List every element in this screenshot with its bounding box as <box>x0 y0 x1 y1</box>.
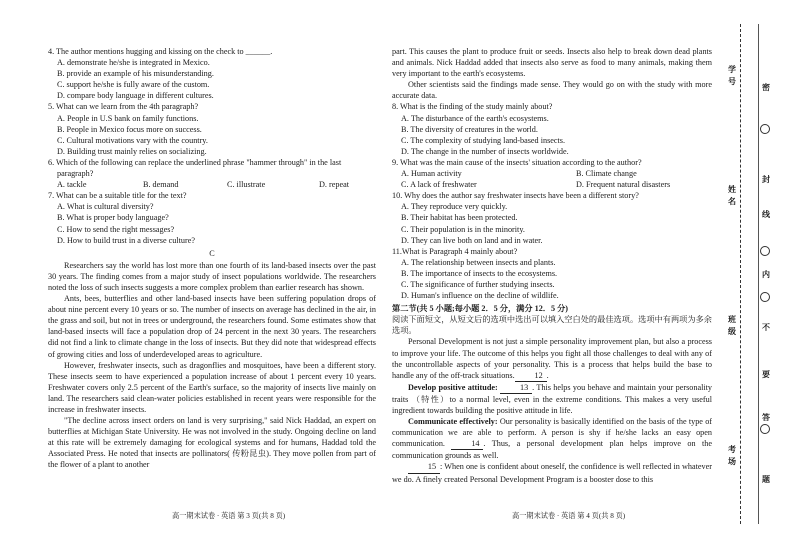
footer-right: 高一期末试卷 · 英语 第 4 页(共 8 页) <box>512 512 626 520</box>
q4-option-a: A. demonstrate he/she is integrated in Mexico. <box>57 58 210 68</box>
q11-option-b: B. The importance of insects to the ecosystems. <box>401 268 558 278</box>
pd-last <box>392 461 712 484</box>
section-2-instructions: 阅读下面短文，从短文后的选项中选出可以填入空白处的最佳选项。选项中有两项为多余选项。 <box>392 315 712 336</box>
q10-option-d: D. They can live both on land and in water. <box>401 235 543 245</box>
q11-stem: 11.What is Paragraph 4 mainly about? <box>392 246 518 256</box>
q9-stem: 9. What was the main cause of the insects' situation according to the author? <box>392 157 642 167</box>
q7-option-c: C. How to send the right messages? <box>57 224 175 234</box>
binding-circle-2 <box>760 246 770 256</box>
binding-side-char-3: 姓 <box>728 185 736 194</box>
binding-circle-3 <box>760 292 770 302</box>
right-page <box>392 46 712 485</box>
q5-option-d: D. Building trust mainly relies on socializing. <box>57 146 207 156</box>
binding-side-char-1: 学 <box>728 65 736 74</box>
q9-option-a: A. Human activity <box>401 169 462 179</box>
passage-paragraph-5: Other scientists said the findings made sense. They would go on with the study with more accurate data. <box>392 80 712 101</box>
q5-stem: 5. What can we learn from the 4th paragraph? <box>48 102 199 112</box>
q8-stem: 8. What is the finding of the study mainly about? <box>392 102 553 112</box>
blank-14[interactable]: 14 <box>451 438 483 450</box>
q4-stem: 4. The author mentions hugging and kissing on the check to ______. <box>48 47 273 56</box>
pd-intro-text: Personal Development is not just a simple personality improvement plan, but also a process to improve your life. The outcome of this helps you fight all those challenges to deal with any of the uncontrollable aspects of your personality. This is a process that helps build the base to handle any of the off-track situations. <box>392 337 712 380</box>
q7-stem: 7. What can be a suitable title for the text? <box>48 191 187 201</box>
left-page <box>48 46 376 471</box>
binding-side-char-7: 考 <box>728 445 736 454</box>
q9-options-row2 <box>392 179 712 190</box>
section-c-label: C <box>209 248 215 258</box>
q8-option-c: C. The complexity of studying land-based insects. <box>401 135 566 145</box>
binding-dashed-line <box>740 24 741 524</box>
positive-text: This helps you behave and maintain your personality traits （特性）to a normal level, even in the extreme conditions. This makes a very useful ingredient towards building the positive attitude in life. <box>392 382 712 415</box>
binding-solid-line <box>758 24 759 524</box>
passage-paragraph-3: However, freshwater insects, such as dragonflies and mosquitoes, have been a different story. These insects seem to have experienced a population increase of about 1 percent every 10 years. Freshwater covers only 2.5 percent of the Earth's surface, so the majority of insects live mainly on land. The researchers said clean-water policies established in recent years were responsible for the increase in freshwater insects. <box>48 360 376 414</box>
q11-option-a: A. The relationship between insects and plants. <box>401 257 556 267</box>
q4-option-b: B. provide an example of his misunderstanding. <box>57 69 214 79</box>
section-2-title: 第二节(共 5 小题;每小题 2．5 分，满分 12．5 分) <box>392 304 569 314</box>
binding-side-char-2: 号 <box>728 77 736 86</box>
communicate-text-1: Our personality is basically identified on the basis of the type of communication we are able to perform. A person is shy if he/she lacks an easy open communication. <box>392 417 713 449</box>
q6-stem-cont: paragraph? <box>57 169 94 179</box>
last-text: : When one is confident about oneself, the confidence is well reflected in whatever we do. A finely created Personal Development Program is a booster dose to this <box>392 462 712 484</box>
q11-option-c: C. The significance of further studying insects. <box>401 279 555 289</box>
binding-char-1: 密 <box>762 83 770 92</box>
q6-stem: 6. Which of the following can replace the underlined phrase "hammer through" in the last <box>48 157 342 167</box>
heading-positive-attitude: Develop positive attitude: <box>408 382 498 392</box>
binding-side-char-8: 场 <box>728 457 736 466</box>
q7-option-d: D. How to build trust in a diverse culture? <box>57 235 196 245</box>
q5-option-b: B. People in Mexico focus more on success. <box>57 124 202 134</box>
passage-continuation: part. This causes the plant to produce fruit or seeds. Insects also help to break down dead plants and animals. Nick Haddad added that insects also serve as food to many animals, making them very important to the earth's ecosystems. <box>392 47 712 79</box>
binding-char-4: 内 <box>762 270 770 279</box>
q8-option-d: D. The change in the number of insects worldwide. <box>401 146 569 156</box>
q6-option-d: D. repeat <box>319 180 350 190</box>
q9-option-b: B. Climate change <box>576 169 637 179</box>
binding-char-2: 封 <box>762 175 770 184</box>
blank-13[interactable]: 13 <box>500 382 532 394</box>
q7-option-a: A. What is cultural diversity? <box>57 202 154 212</box>
q9-option-d: D. Frequent natural disasters <box>576 180 671 190</box>
q5-option-a: A. People in U.S bank on family functions. <box>57 113 199 123</box>
blank-12[interactable]: 12 <box>515 370 547 382</box>
binding-char-8: 题 <box>762 475 770 484</box>
binding-char-6: 要 <box>762 370 770 379</box>
heading-communicate: Communicate effectively: <box>408 417 498 427</box>
pd-communicate: Communicate effectively: Our personality is basically identified on the basis of the type of communication we are able to perform. A person is shy if he/she lacks an easy open communication. 14 . Thus, a personal development plan helps improve on the communication grounds as well. <box>392 417 713 461</box>
passage-paragraph-1: Researchers say the world has lost more than one fourth of its land-based insects over the past 30 years. The finding comes from a major study of insect populations worldwide. The researchers noted the loss of such insects suggests a more complex problem than earlier research has shown. <box>48 260 376 292</box>
binding-side-char-5: 班 <box>728 315 736 324</box>
binding-char-7: 答 <box>762 413 770 422</box>
q7-option-b: B. What is proper body language? <box>57 213 169 223</box>
q4-option-c: C. support he/she is fully aware of the custom. <box>57 80 210 90</box>
passage-paragraph-4: "The decline across insect orders on land is very surprising," said Nick Haddad, an expert on butterflies at Michigan State University. He was not involved in the study. Ongoing decline on land at this rate will be extremely damaging for ecological systems and for humans, Haddad told the Associated Press. He noted that insects are pollinators( 传粉昆虫). They move pollen from part of the flower of a plant to another <box>48 416 376 470</box>
q6-option-a: A. tackle <box>57 180 87 190</box>
binding-strip <box>724 24 776 524</box>
q6-option-c: C. illustrate <box>227 180 266 190</box>
q10-option-c: C. Their population is in the minority. <box>401 224 525 234</box>
q9-option-c: C. A lack of freshwater <box>401 180 477 190</box>
communicate-text-2: Thus, a personal development plan helps improve on the communication grounds as well. <box>392 439 713 461</box>
binding-side-char-4: 名 <box>728 197 736 206</box>
binding-char-3: 线 <box>762 210 770 219</box>
q10-option-a: A. They reproduce very quickly. <box>401 202 508 212</box>
binding-side-char-6: 级 <box>728 327 736 336</box>
footer-left: 高一期末试卷 · 英语 第 3 页(共 8 页) <box>172 512 286 520</box>
binding-circle-4 <box>760 424 770 434</box>
pd-positive: Develop positive attitude: 13 . This helps you behave and maintain your personality traits （特性）to a normal level, even in the extreme conditions. This makes a very useful ingredient towards building the positive attitude in life. <box>392 382 712 415</box>
pd-intro: Personal Development is not just a simple personality improvement plan, but also a process to improve your life. The outcome of this helps you fight all those challenges to deal with any of the uncontrollable aspects of your personality. This is a process that helps build the base to handle any of the off-track situations. 12 . <box>392 336 712 381</box>
binding-circle-1 <box>760 124 770 134</box>
binding-char-5: 不 <box>762 323 770 332</box>
q8-option-a: A. The disturbance of the earth's ecosystems. <box>401 113 549 123</box>
q5-option-c: C. Cultural motivations vary with the country. <box>57 135 208 145</box>
q8-option-b: B. The diversity of creatures in the world. <box>401 124 538 134</box>
q10-stem: 10. Why does the author say freshwater insects have been a different story? <box>392 191 639 201</box>
q11-option-d: D. Human's influence on the decline of wildlife. <box>401 291 559 301</box>
q6-options <box>48 179 376 190</box>
passage-paragraph-2: Ants, bees, butterflies and other land-based insects have been suffering population drops of about nine percent every 10 years or so. The number of insects on average has declined in the air, in the grass and soil, but not in trees or underground, the researchers found. Some estimates show that land-based insects will face a population drop of 24 percent in the next 30 years. The researchers did not find a link to climate change in the loss of insects. But they did note that widespread effects of growing cities and loss of underdeveloped areas to agriculture. <box>48 294 376 359</box>
q6-option-b: B. demand <box>143 180 179 190</box>
blank-15[interactable]: 15 <box>408 461 440 473</box>
q10-option-b: B. Their habitat has been protected. <box>401 213 518 223</box>
q4-option-d: D. compare body language in different cultures. <box>57 91 214 101</box>
q9-options-row1 <box>392 168 712 179</box>
